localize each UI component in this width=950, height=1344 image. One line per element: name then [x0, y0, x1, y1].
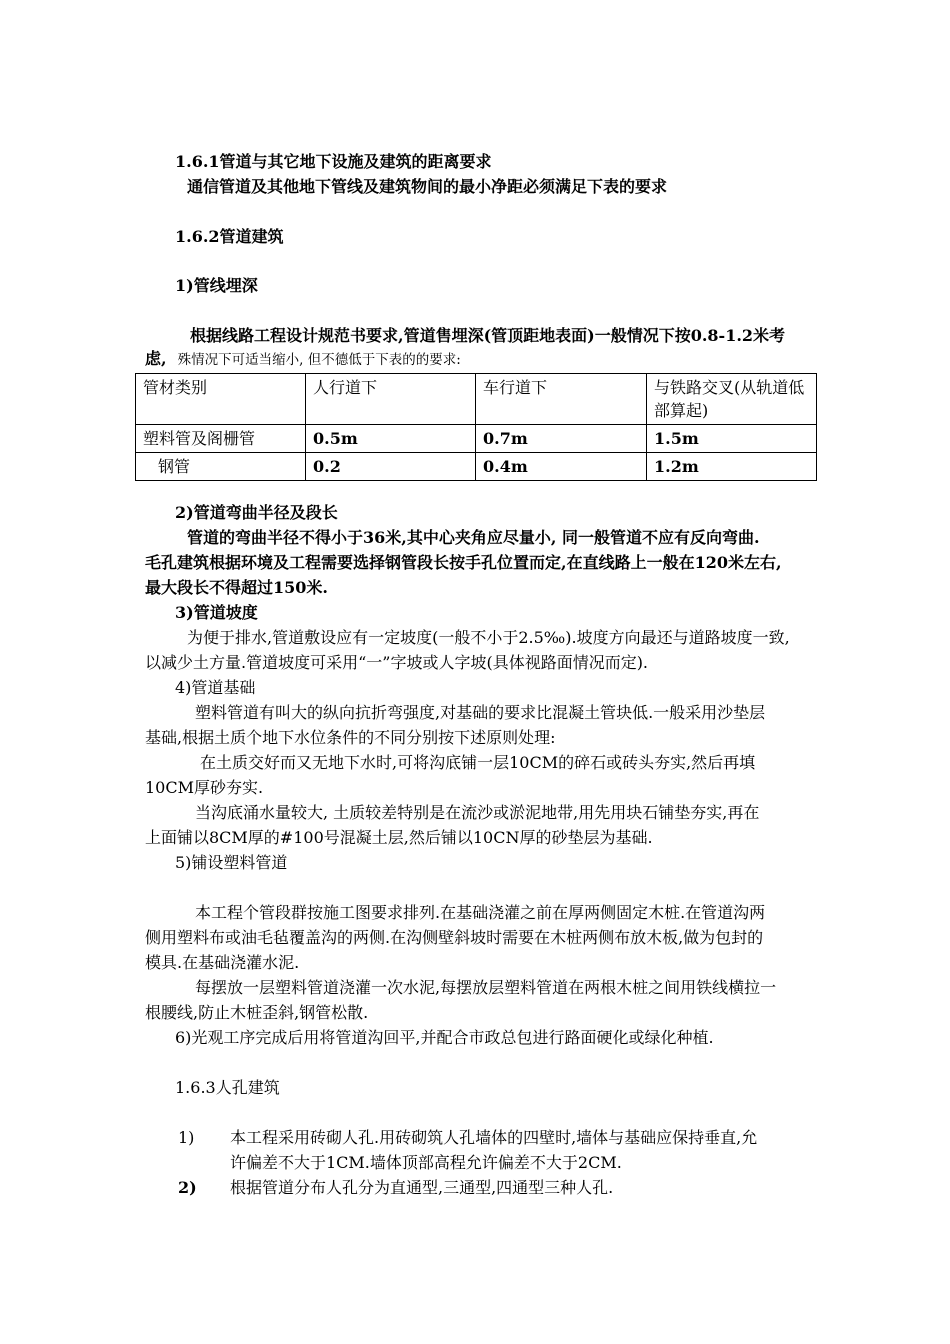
item3-heading: 3)管道坡度: [175, 603, 258, 622]
table-header-cell: 车行道下: [476, 374, 647, 425]
item2-line: 管道的弯曲半径不得小于36米,其中心夹角应尽量小, 同一般管道不应有反向弯曲.: [187, 528, 760, 547]
burial-depth-table: [135, 373, 817, 481]
table-cell: 钢管: [136, 453, 306, 481]
table-cell: 1.5m: [647, 425, 817, 453]
table-header-cell: 人行道下: [306, 374, 476, 425]
item4-line: 当沟底涌水量较大, 土质较差特别是在流沙或淤泥地带,用先用块石铺垫夯实,再在: [195, 803, 760, 822]
item2-heading: 2)管道弯曲半径及段长: [175, 503, 338, 522]
table-cell: 0.5m: [306, 425, 476, 453]
item6-text: 6)光观工序完成后用将管道沟回平,并配合市政总包进行路面硬化或绿化种植.: [175, 1028, 714, 1047]
item2-line: 毛孔建筑根据环境及工程需要选择钢管段长按手孔位置而定,在直线路上一般在120米左右,: [145, 553, 782, 572]
item3-line: 为便于排水,管道敷设应有一定坡度(一般不小于2.5‰).坡度方向最还与道路坡度一致,: [187, 628, 790, 647]
item4-line: 10CM厚砂夯实.: [145, 778, 264, 797]
item5-heading: 5)铺设塑料管道: [175, 853, 288, 872]
list-item-number: 2): [178, 1178, 197, 1197]
item4-line: 基础,根据土质个地下水位条件的不同分别按下述原则处理:: [145, 728, 556, 747]
item4-heading: 4)管道基础: [175, 678, 256, 697]
table-header-cell: 与铁路交叉(从轨道低部算起): [647, 374, 817, 425]
item1-line2-rest: 殊情况下可适当缩小, 但不德低于下表的的要求:: [177, 352, 461, 368]
table-row: [136, 453, 817, 481]
item3-line: 以减少土方量.管道坡度可采用“一”字坡或人字坡(具体视路面情况而定).: [145, 653, 649, 672]
list-item-line: 本工程采用砖砌人孔.用砖砌筑人孔墙体的四壁时,墙体与基础应保持垂直,允: [230, 1128, 758, 1147]
table-cell: 塑料管及阁栅管: [136, 425, 306, 453]
item4-line: 上面铺以8CM厚的#100号混凝土层,然后铺以10CN厚的砂垫层为基础.: [145, 828, 653, 847]
item1-paragraph-line1: 根据线路工程设计规范书要求,管道售埋深(管顶距地表面)一般情况下按0.8-1.2米考: [190, 326, 786, 345]
item1-line2-start: 虑,: [145, 349, 167, 368]
list-item-line: 根据管道分布人孔分为直通型,三通型,四通型三种人孔.: [230, 1178, 614, 1197]
table-row: [136, 425, 817, 453]
item5-line: 根腰线,防止木桩歪斜,钢管松散.: [145, 1003, 369, 1022]
item1-heading: 1)管线埋深: [175, 276, 258, 295]
item1-paragraph-line2: [145, 349, 461, 370]
table-cell: 0.4m: [476, 453, 647, 481]
item5-line: 模具.在基础浇灌水泥.: [145, 953, 300, 972]
table-header-row: [136, 374, 817, 425]
item2-line: 最大段长不得超过150米.: [145, 578, 328, 597]
item4-line: 塑料管道有叫大的纵向抗折弯强度,对基础的要求比混凝土管块低.一般采用沙垫层: [195, 703, 766, 722]
item5-line: 本工程个管段群按施工图要求排列.在基础浇灌之前在厚两侧固定木桩.在管道沟两: [195, 903, 766, 922]
section-1-6-1-text: 通信管道及其他地下管线及建筑物间的最小净距必须满足下表的要求: [187, 177, 668, 196]
section-1-6-3-heading: 1.6.3人孔建筑: [175, 1078, 280, 1097]
item4-line: 在土质交好而又无地下水时,可将沟底铺一层10CM的碎石或砖头夯实,然后再填: [200, 753, 756, 772]
item5-line: 每摆放一层塑料管道浇灌一次水泥,每摆放层塑料管道在两根木桩之间用铁线横拉一: [195, 978, 777, 997]
table-header-cell: 管材类别: [136, 374, 306, 425]
list-item-line: 许偏差不大于1CM.墙体顶部高程允许偏差不大于2CM.: [230, 1153, 622, 1172]
list-item-number: 1): [178, 1128, 195, 1147]
item5-line: 侧用塑料布或油毛毡覆盖沟的两侧.在沟侧壁斜坡时需要在木桩两侧布放木板,做为包封的: [145, 928, 764, 947]
section-1-6-2-heading: 1.6.2管道建筑: [175, 227, 284, 246]
table-cell: 0.7m: [476, 425, 647, 453]
section-1-6-1-heading: 1.6.1管道与其它地下设施及建筑的距离要求: [175, 152, 492, 171]
table-cell: 0.2: [306, 453, 476, 481]
table-cell: 1.2m: [647, 453, 817, 481]
